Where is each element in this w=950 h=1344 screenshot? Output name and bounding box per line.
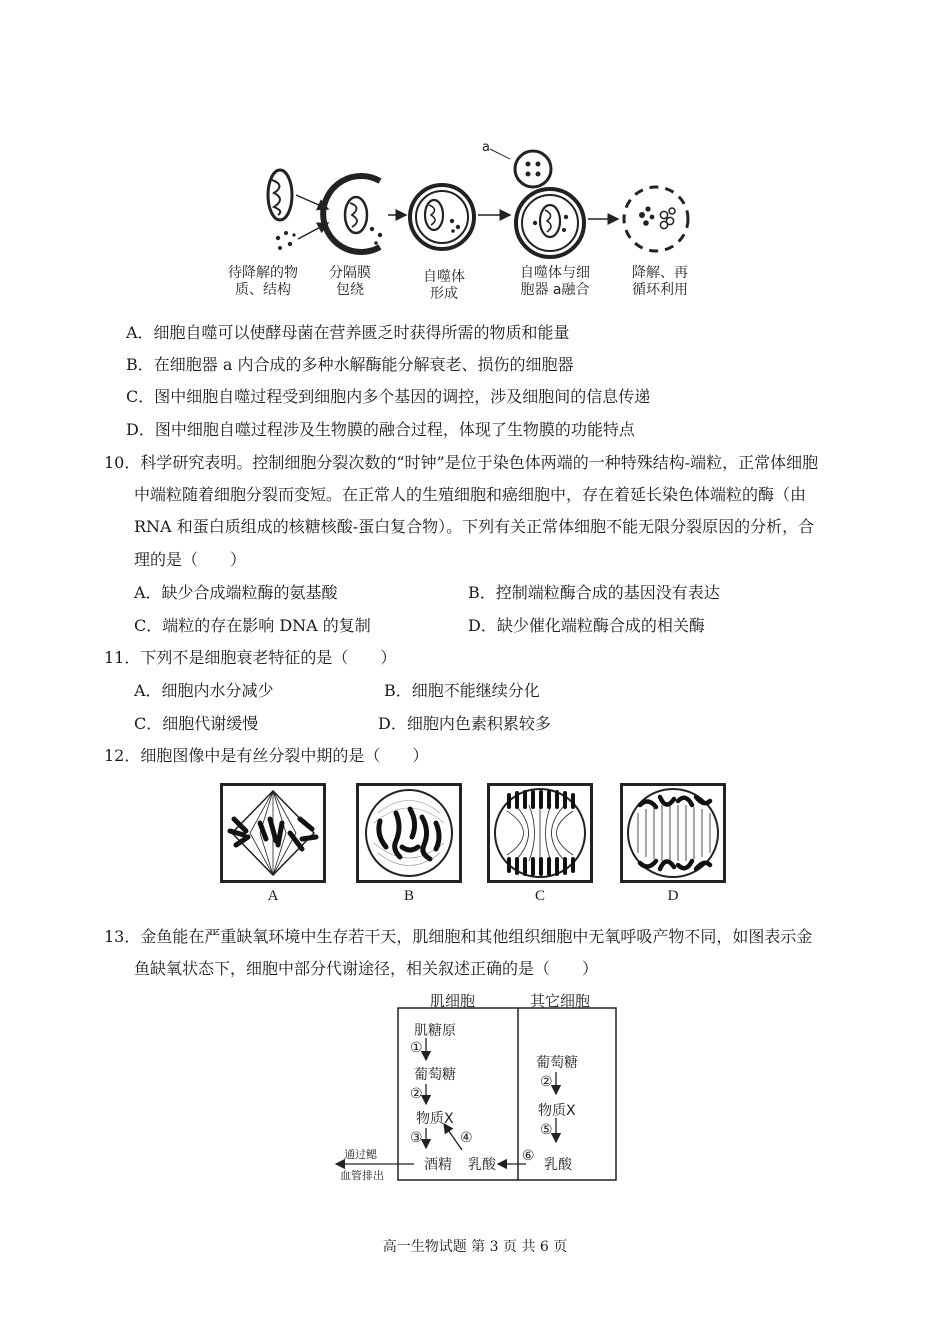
- metabolism-figure: [330, 986, 620, 1186]
- autophagy-figure: [220, 135, 720, 310]
- q11-option-a: A．细胞内水分减少: [134, 681, 274, 700]
- q10-option-a: A．缺少合成端粒酶的氨基酸: [134, 583, 338, 602]
- caption-b: B: [403, 888, 414, 904]
- q9-option-a: A．细胞自噬可以使酵母菌在营养匮乏时获得所需的物质和能量: [126, 323, 570, 342]
- q11-option-d: D．细胞内色素积累较多: [378, 714, 551, 733]
- q12-stem: 12．细胞图像中是有丝分裂中期的是（ ）: [104, 746, 429, 765]
- q11-stem: 11．下列不是细胞衰老特征的是（ ）: [104, 648, 397, 667]
- substance-x-left: 物质X: [416, 1111, 454, 1127]
- degradation-icon: [624, 187, 688, 251]
- step-2: ②: [410, 1086, 423, 1102]
- muscle-glycogen: 肌糖原: [414, 1023, 456, 1039]
- q11-option-b: B．细胞不能继续分化: [384, 681, 540, 700]
- step-2-right: ②: [540, 1074, 553, 1090]
- mitosis-figure-c: [487, 783, 593, 887]
- q11-option-c: C．细胞代谢缓慢: [134, 714, 259, 733]
- mitosis-figure-a: [220, 783, 326, 887]
- step-label-1: 待降解的物 质、结构: [228, 265, 298, 298]
- q10-stem-line4: 理的是（ ）: [134, 550, 247, 569]
- lactate-right: 乳酸: [544, 1157, 572, 1173]
- q9-option-d: D．图中细胞自噬过程涉及生物膜的融合过程，体现了生物膜的功能特点: [126, 420, 635, 439]
- caption-d: D: [667, 888, 679, 904]
- gill-exit-line1: 通过鳃: [344, 1148, 377, 1161]
- lysosome-icon: [515, 151, 551, 187]
- caption-a: A: [267, 888, 279, 904]
- header-muscle-cell: 肌细胞: [430, 992, 476, 1010]
- step-3: ③: [410, 1130, 423, 1146]
- autophagosome-icon: [410, 185, 474, 249]
- step-label-4: 自噬体与细 胞器 a融合: [520, 265, 590, 298]
- q9-option-b: B．在细胞器 a 内合成的多种水解酶能分解衰老、损伤的细胞器: [126, 355, 574, 374]
- step-label-5: 降解、再 循环利用: [632, 265, 688, 298]
- q10-option-c: C．端粒的存在影响 DNA 的复制: [134, 616, 371, 635]
- mitosis-figure-b: [356, 783, 462, 887]
- glucose-right: 葡萄糖: [536, 1055, 578, 1071]
- lactate-left: 乳酸: [468, 1157, 496, 1173]
- alcohol: 酒精: [424, 1157, 452, 1173]
- step-4: ④: [460, 1130, 473, 1146]
- q10-stem-line1: 10．科学研究表明。控制细胞分裂次数的“时钟”是位于染色体两端的一种特殊结构-端粒，正常体细胞: [104, 453, 819, 472]
- step-label-3: 自噬体 形成: [423, 269, 465, 302]
- mitochondrion-icon: [268, 170, 292, 220]
- q13-stem-line2: 鱼缺氧状态下，细胞中部分代谢途径，相关叙述正确的是（ ）: [134, 959, 599, 978]
- q9-option-c: C．图中细胞自噬过程受到细胞内多个基因的调控，涉及细胞间的信息传递: [126, 387, 651, 406]
- mitosis-figure-d: [620, 783, 726, 887]
- q10-stem-line3: RNA 和蛋白质组成的核糖核酸-蛋白复合物）。下列有关正常体细胞不能无限分裂原因的分析，合: [134, 517, 815, 536]
- glucose-left: 葡萄糖: [414, 1067, 456, 1083]
- q10-stem-line2: 中端粒随着细胞分裂而变短。在正常人的生殖细胞和癌细胞中，存在着延长染色体端粒的酶（由: [134, 485, 807, 504]
- particles-icon: [276, 231, 296, 250]
- gill-exit-line2: 血管排出: [340, 1169, 384, 1182]
- caption-c: C: [534, 888, 545, 904]
- isolation-membrane-icon: [323, 176, 382, 252]
- substance-x-right: 物质X: [538, 1103, 576, 1119]
- step-6: ⑥: [522, 1148, 535, 1164]
- step-label-2: 分隔膜 包绕: [329, 265, 371, 298]
- q10-option-b: B．控制端粒酶合成的基因没有表达: [468, 583, 720, 602]
- label-a: a: [482, 140, 490, 155]
- header-other-cell: 其它细胞: [530, 992, 591, 1010]
- q13-stem-line1: 13．金鱼能在严重缺氧环境中生存若干天，肌细胞和其他组织细胞中无氧呼吸产物不同，如图表示金: [104, 927, 813, 946]
- page-footer: 高一生物试题 第 3 页 共 6 页: [382, 1239, 568, 1255]
- q10-option-d: D．缺少催化端粒酶合成的相关酶: [468, 616, 705, 635]
- step-1: ①: [410, 1040, 423, 1056]
- step-5: ⑤: [540, 1122, 553, 1138]
- fusion-icon: [516, 189, 584, 257]
